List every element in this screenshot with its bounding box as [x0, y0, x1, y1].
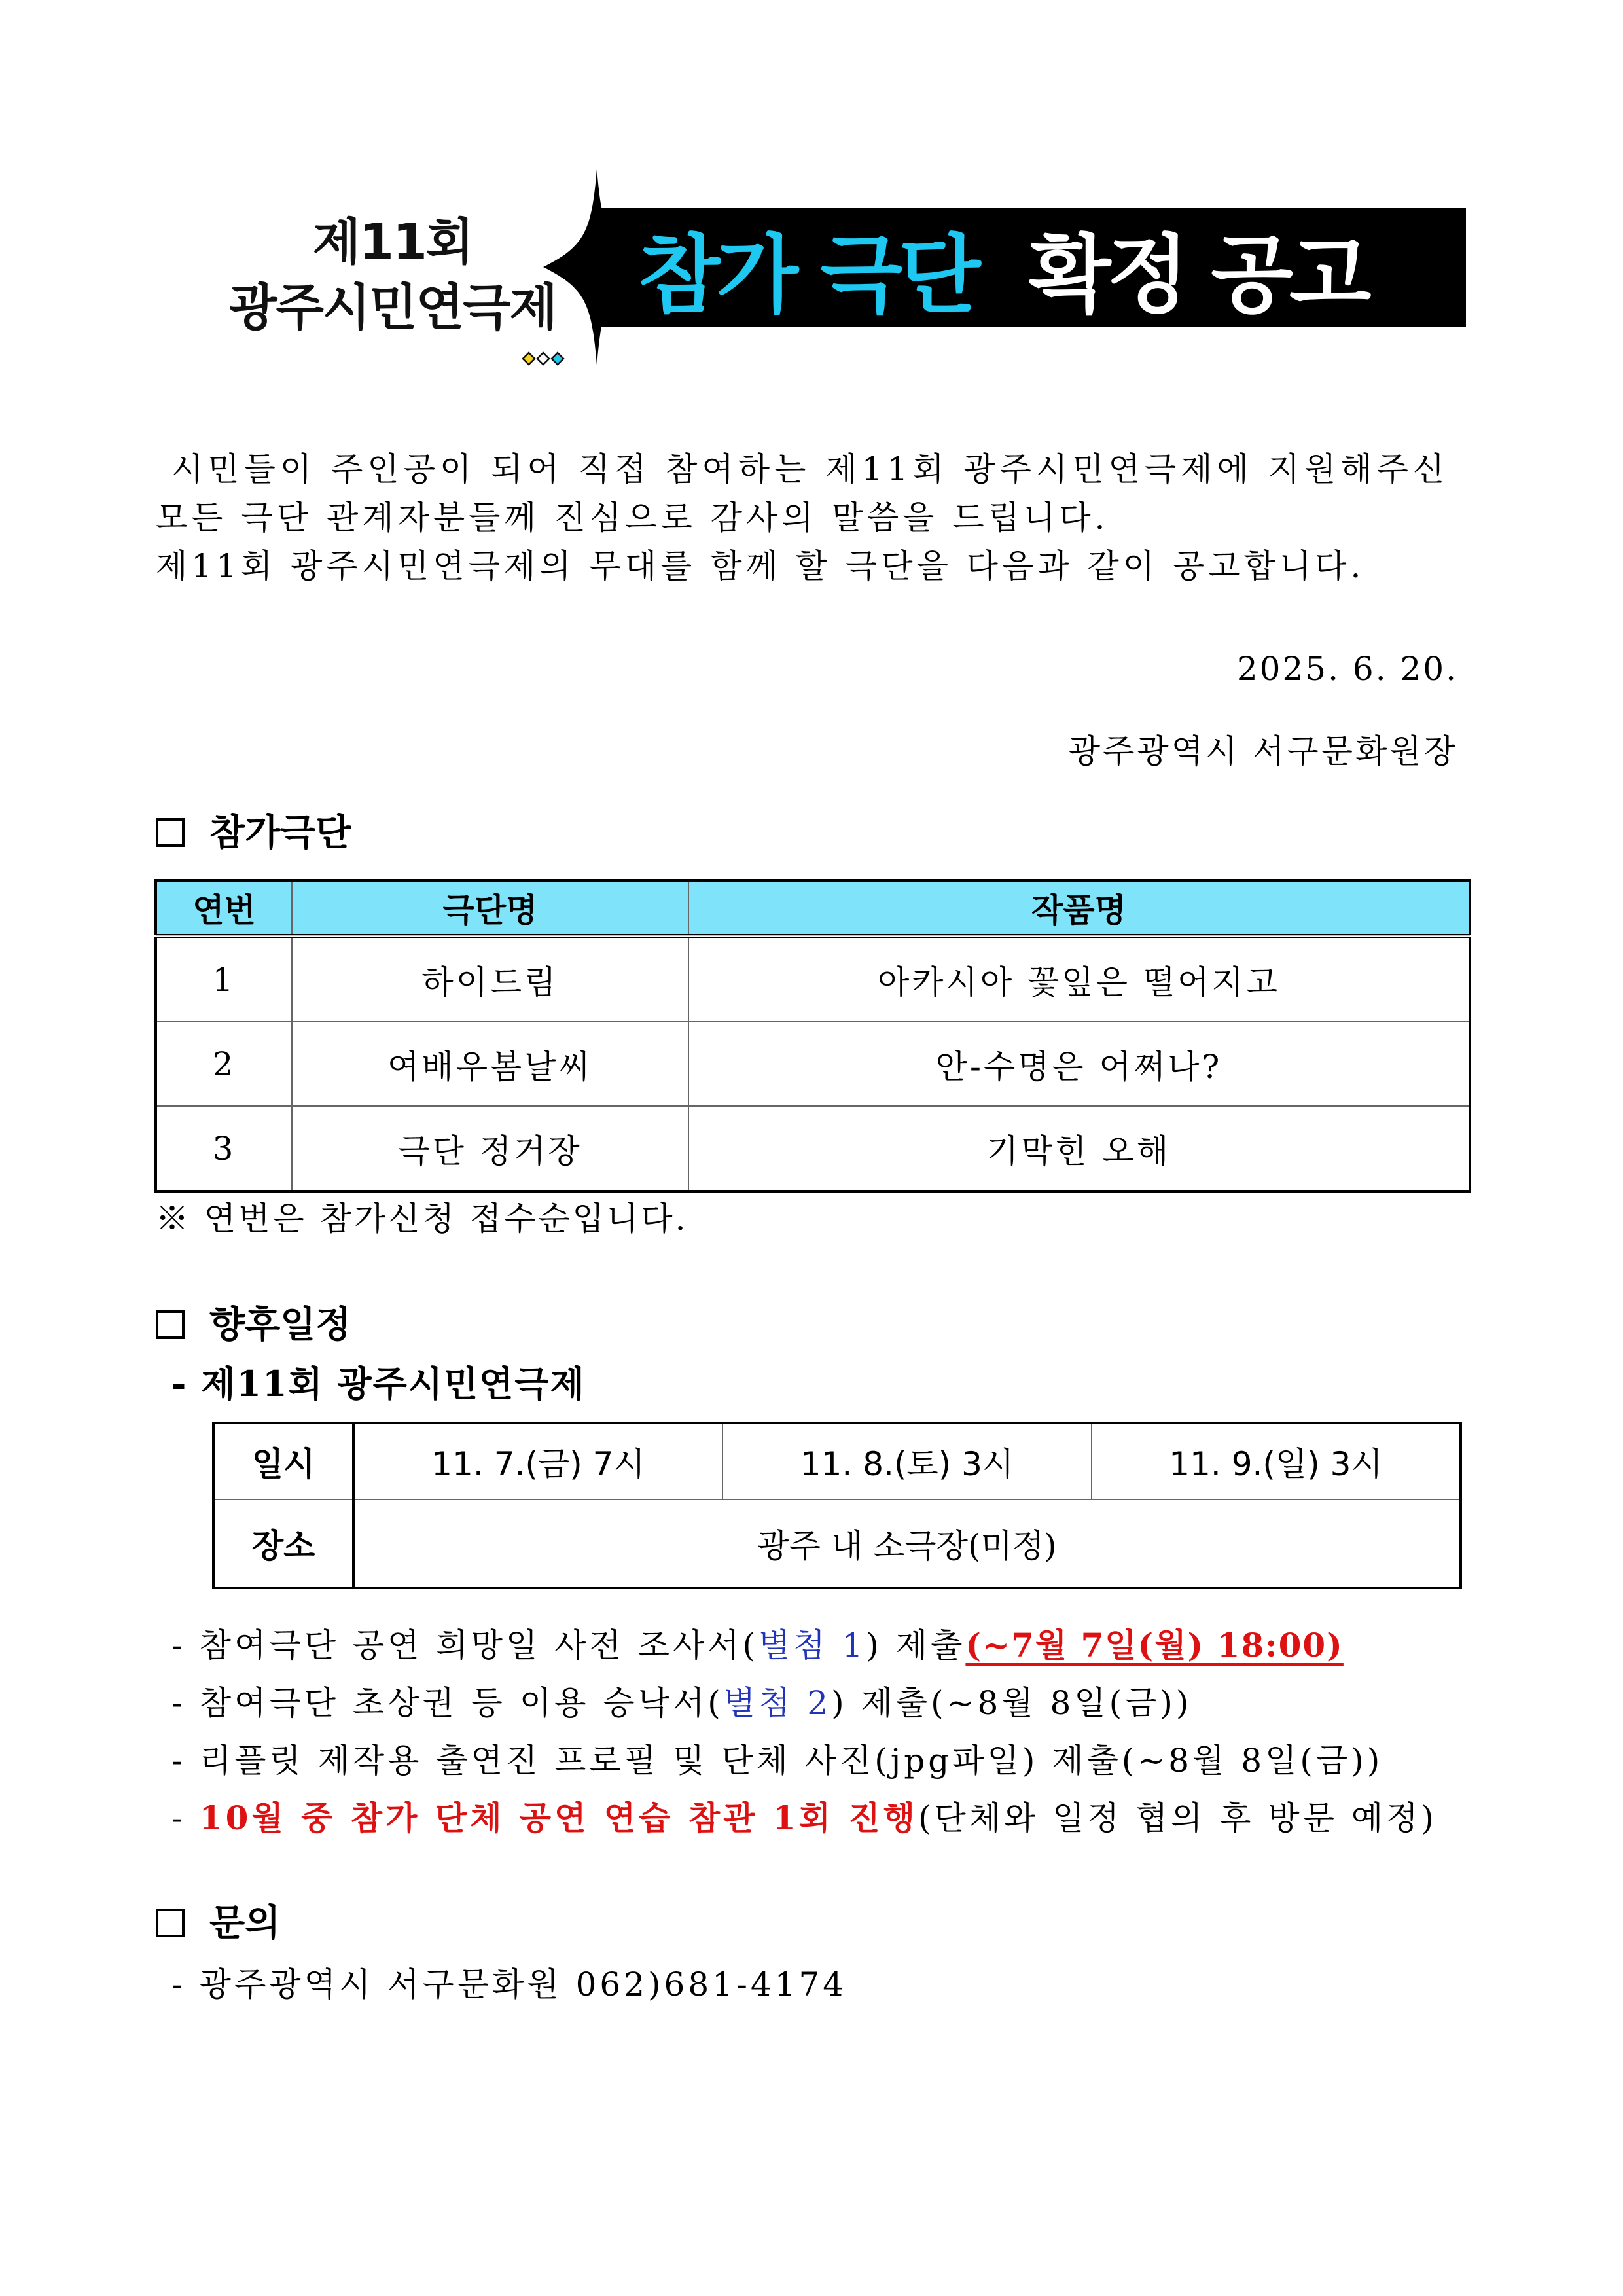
festival-title-line2: 광주시민연극제 — [229, 278, 556, 336]
section-heading-schedule — [156, 1304, 351, 1346]
checkbox-square-icon — [156, 1909, 185, 1937]
banner-title-part1: 참가 극단 — [638, 225, 977, 325]
table-cell: 1 — [156, 936, 292, 1022]
intro-line: 모든 극단 관계자분들께 진심으로 감사의 말씀을 드립니다. — [156, 499, 1109, 537]
attachment-reference: 별첨 1 — [758, 1626, 866, 1664]
checkbox-square-icon — [156, 1310, 185, 1339]
contact-line: - 광주광역시 서구문화원 062)681-4174 — [171, 1965, 847, 2003]
checkbox-square-icon — [156, 818, 185, 847]
table-row — [213, 1423, 1461, 1499]
table-row — [156, 936, 1470, 1022]
table-cell: 여배우봄날씨 — [292, 1022, 688, 1106]
venue-value: 광주 내 소극장(미정) — [353, 1499, 1461, 1588]
festival-title — [196, 209, 589, 340]
issuing-organization: 광주광역시 서구문화원장 — [1068, 732, 1458, 770]
table-cell: 극단 정거장 — [292, 1106, 688, 1191]
table-cell: 2 — [156, 1022, 292, 1106]
bullet-text: ) 제출(~8월 8일(금)) — [831, 1684, 1192, 1722]
schedule-bullet-list — [171, 1617, 1480, 1847]
column-header: 작품명 — [688, 880, 1470, 936]
section-title: 향후일정 — [209, 1303, 351, 1346]
schedule-table — [212, 1422, 1462, 1589]
bullet-text: - — [171, 1799, 200, 1837]
date-label: 일시 — [213, 1423, 353, 1499]
rehearsal-highlight: 10월 중 참가 단체 공연 연습 참관 1회 진행 — [199, 1799, 918, 1837]
festival-title-line1: 제11회 — [312, 213, 473, 271]
bullet-text: (단체와 일정 협의 후 방문 예정) — [918, 1799, 1438, 1837]
list-item — [171, 1617, 1480, 1674]
banner-title — [638, 225, 1368, 325]
deadline-highlight: (~7월 7일(월) 18:00) — [965, 1626, 1344, 1664]
bullet-text: ) 제출 — [866, 1626, 966, 1664]
table-row — [156, 1106, 1470, 1191]
column-header: 극단명 — [292, 880, 688, 936]
table-cell: 아카시아 꽃잎은 떨어지고 — [688, 936, 1470, 1022]
table-header-row — [156, 880, 1470, 936]
performance-date: 11. 8.(토) 3시 — [722, 1423, 1092, 1499]
table-row — [213, 1499, 1461, 1588]
announcement-date: 2025. 6. 20. — [1236, 650, 1458, 688]
list-item: - 리플릿 제작용 출연진 프로필 및 단체 사진(jpg파일) 제출(~8월 8일(금)) — [171, 1742, 1383, 1780]
schedule-subtitle: - 제11회 광주시민연극제 — [171, 1363, 586, 1405]
attachment-reference: 별첨 2 — [723, 1684, 832, 1722]
section-heading-contact — [156, 1902, 280, 1944]
performance-date: 11. 9.(일) 3시 — [1092, 1423, 1461, 1499]
list-item — [171, 1674, 1480, 1732]
table-note: ※ 연번은 참가신청 접수순입니다. — [156, 1200, 688, 1238]
section-title: 참가극단 — [209, 811, 351, 854]
table-row — [156, 1022, 1470, 1106]
list-item — [171, 1789, 1480, 1847]
table-cell: 기막힌 오해 — [688, 1106, 1470, 1191]
venue-label: 장소 — [213, 1499, 353, 1588]
bullet-text: - 참여극단 초상권 등 이용 승낙서( — [171, 1684, 724, 1722]
troupe-table — [154, 879, 1471, 1193]
section-title: 문의 — [209, 1901, 281, 1945]
performance-date: 11. 7.(금) 7시 — [353, 1423, 722, 1499]
table-cell: 3 — [156, 1106, 292, 1191]
intro-paragraph — [156, 445, 1471, 590]
intro-line: 제11회 광주시민연극제의 무대를 함께 할 극단을 다음과 같이 공고합니다. — [156, 547, 1365, 585]
column-header: 연번 — [156, 880, 292, 936]
table-cell: 안-수명은 어쩌나? — [688, 1022, 1470, 1106]
section-heading-troupes — [156, 812, 351, 853]
table-cell: 하이드림 — [292, 936, 688, 1022]
banner-title-part2: 확정 공고 — [1028, 225, 1368, 325]
bullet-text: - 참여극단 공연 희망일 사전 조사서( — [171, 1626, 759, 1664]
intro-line: 시민들이 주인공이 되어 직접 참여하는 제11회 광주시민연극제에 지원해주신 — [171, 450, 1450, 488]
